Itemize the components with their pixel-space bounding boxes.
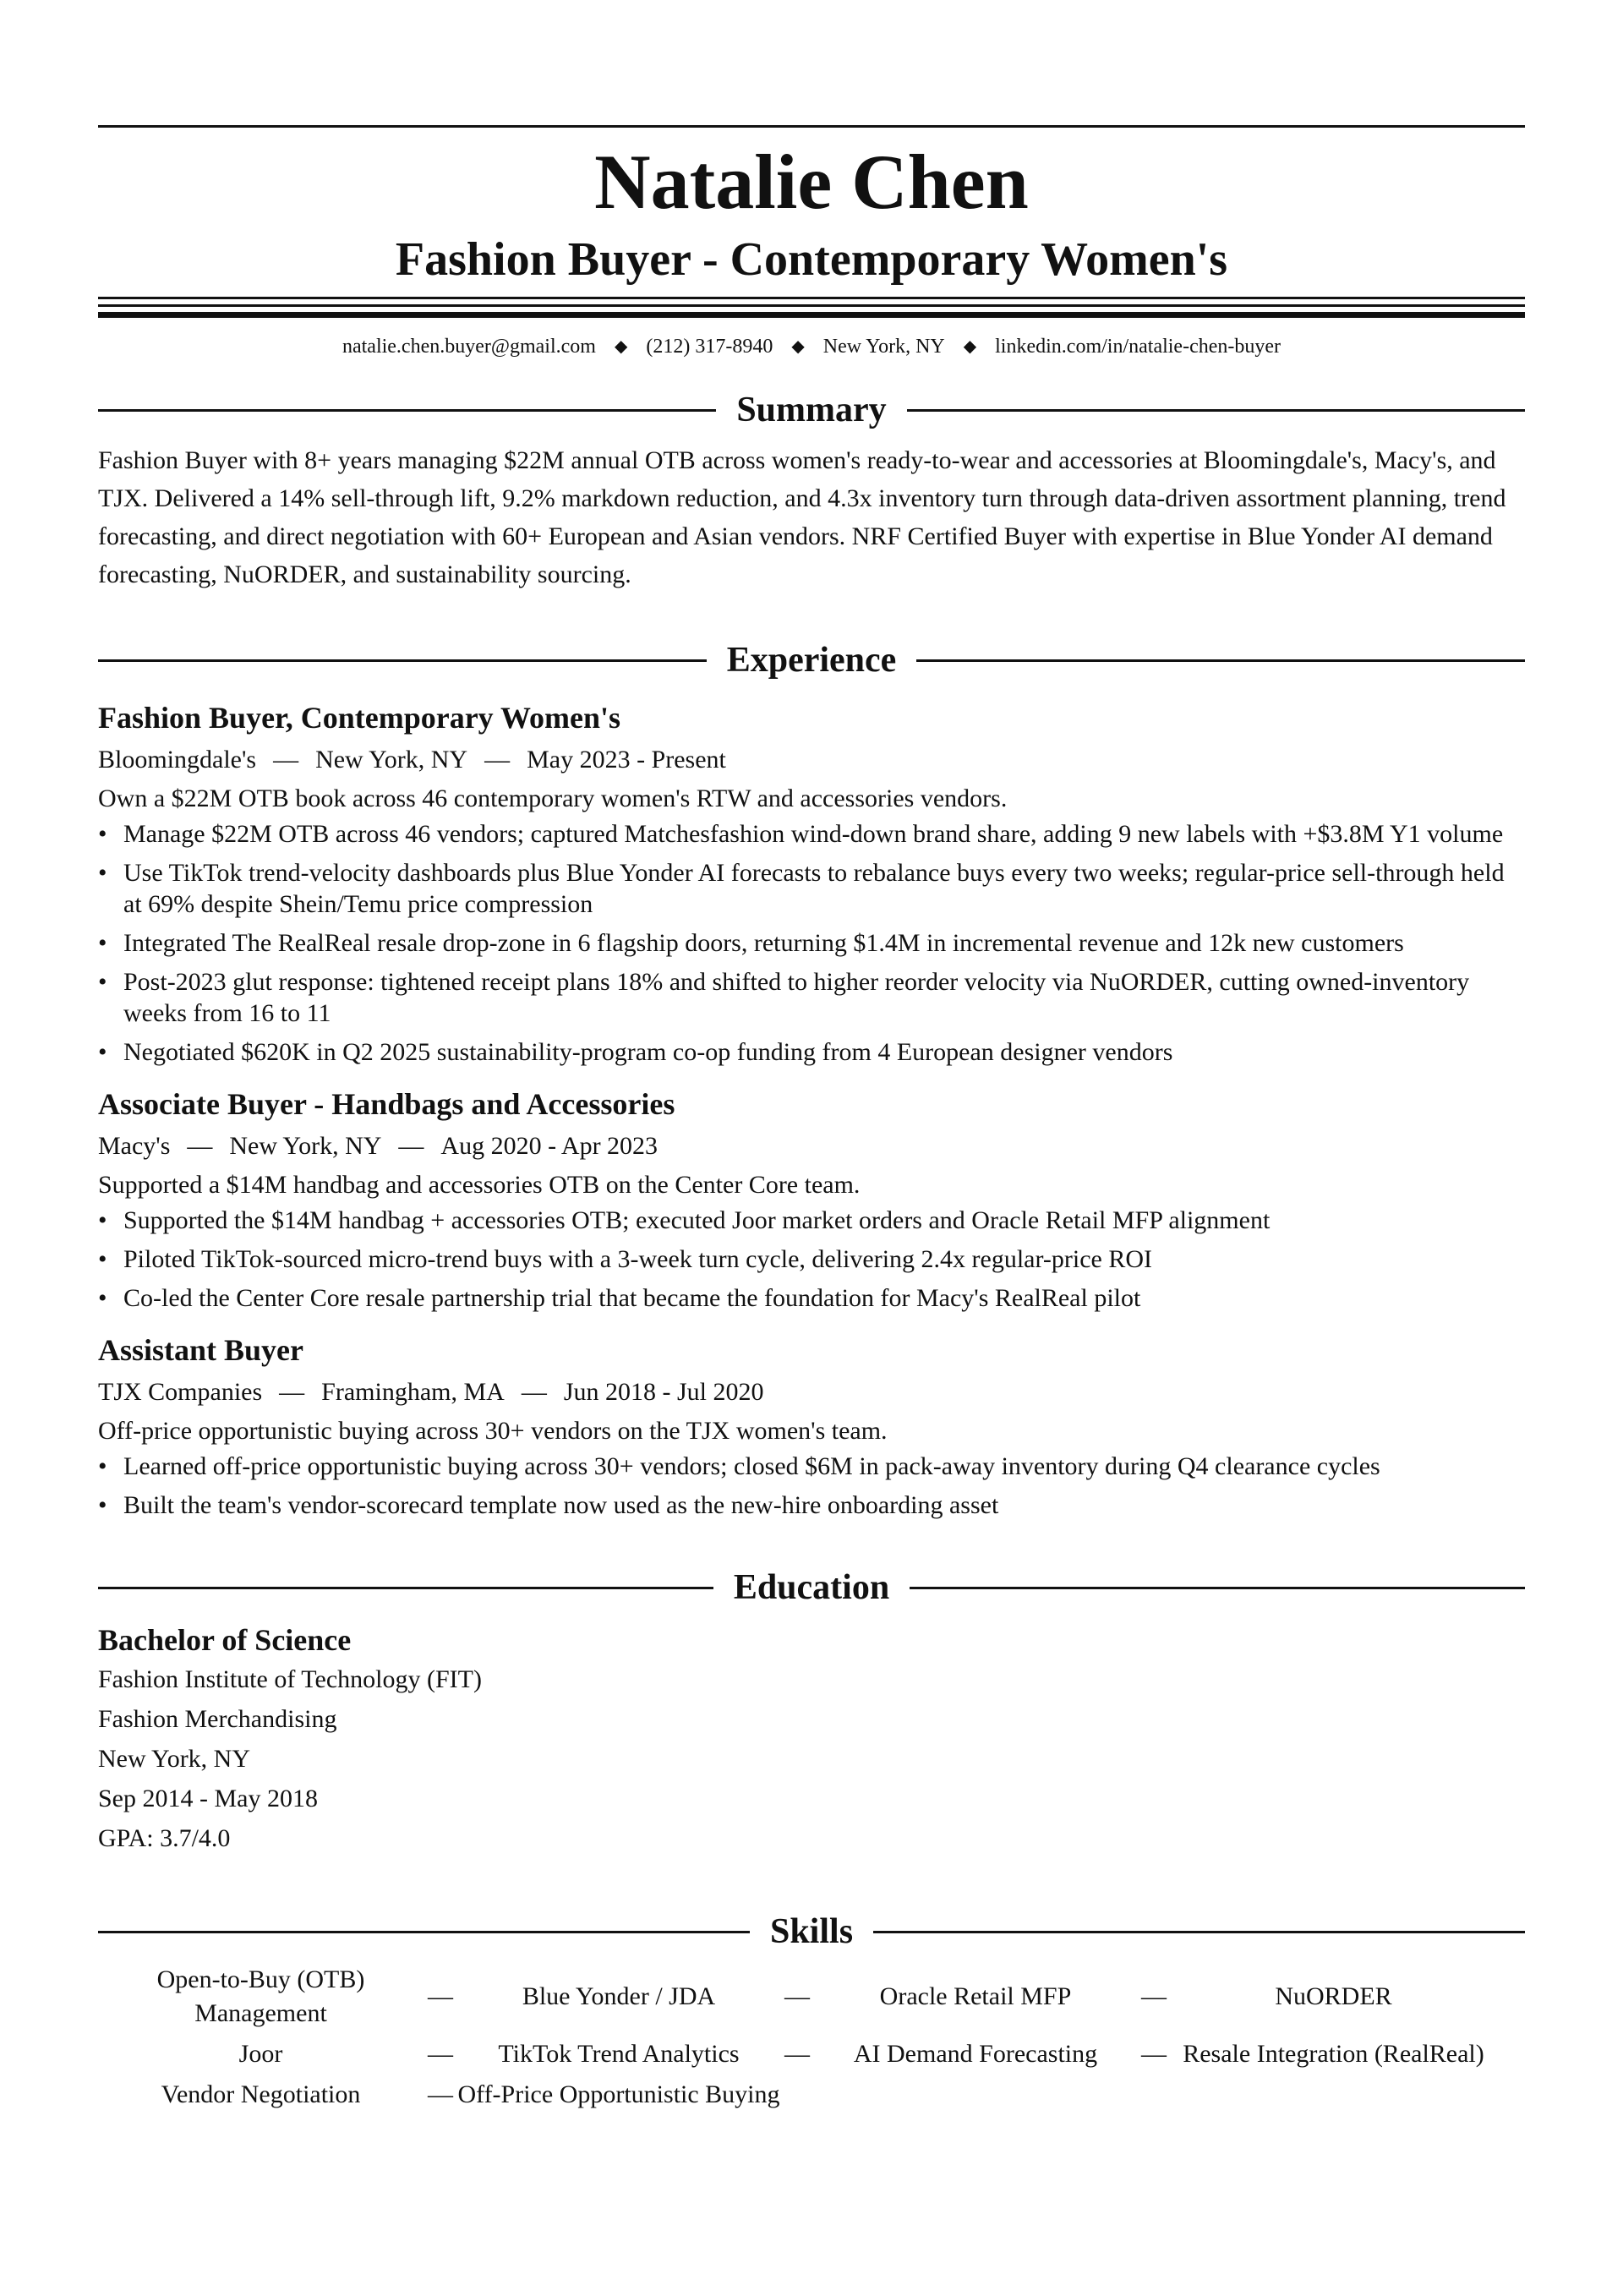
skill-item: Resale Integration (RealReal) (1183, 2040, 1484, 2068)
job-location: New York, NY (229, 1132, 382, 1160)
contact-linkedin[interactable]: linkedin.com/in/natalie-chen-buyer (995, 336, 1281, 358)
divider-line (98, 304, 1525, 307)
list-item (98, 818, 1525, 850)
bullet-icon: • (98, 1284, 107, 1312)
bullet-icon: • (98, 1245, 107, 1273)
job-meta (98, 1373, 1525, 1412)
job-dates: Aug 2020 - Apr 2023 (440, 1132, 658, 1160)
list-item (98, 1490, 1525, 1521)
job-description: Supported a $14M handbag and accessories OTB on the Center Core team. (98, 1171, 861, 1199)
job-company: TJX Companies (98, 1378, 263, 1406)
education-location: New York, NY (98, 1745, 251, 1773)
skill-separator: — (428, 2080, 453, 2108)
bullet-icon: • (98, 820, 107, 848)
job-title: Assistant Buyer (98, 1333, 304, 1367)
job-meta (98, 1127, 1525, 1166)
job-description: Own a $22M OTB book across 46 contemporary women's RTW and accessories vendors. (98, 784, 1008, 812)
bullet-text: Manage $22M OTB across 46 vendors; captured Matchesfashion wind-down brand share, adding 9 new labels with +$3.8M Y1 volume (123, 820, 1504, 848)
skill-separator: — (784, 1982, 810, 2010)
list-item (98, 1036, 1525, 1068)
education-dates: Sep 2014 - May 2018 (98, 1785, 318, 1812)
job-title: Fashion Buyer, Contemporary Women's (98, 701, 621, 735)
education-field: Fashion Merchandising (98, 1705, 337, 1733)
job-title: Associate Buyer - Handbags and Accessories (98, 1087, 675, 1121)
section-rule (98, 409, 716, 412)
list-item (98, 966, 1525, 1029)
job-bullets (98, 1205, 1525, 1314)
skill-item: Open-to-Buy (OTB) Management (156, 1965, 365, 2027)
bullet-icon: • (98, 929, 107, 957)
education-degree: Bachelor of Science (98, 1623, 352, 1657)
meta-separator: — (398, 1132, 424, 1160)
job-entry (98, 1085, 1525, 1314)
education-section-header (98, 1570, 1525, 1605)
skill-separator: — (784, 2040, 810, 2068)
meta-separator: — (273, 746, 299, 774)
divider-line (98, 312, 1525, 318)
bullet-text: Piloted TikTok-sourced micro-trend buys with a 3-week turn cycle, delivering 2.4x regular-price ROI (123, 1245, 1152, 1273)
section-title: Skills (769, 1912, 854, 1951)
section-rule (873, 1931, 1525, 1933)
list-item (98, 1244, 1525, 1275)
diamond-icon: ◆ (614, 337, 628, 356)
bullet-icon: • (98, 1038, 107, 1066)
job-meta (98, 741, 1525, 779)
header-top-rule (98, 125, 1525, 128)
skill-item: Joor (238, 2040, 283, 2068)
section-rule (916, 659, 1525, 662)
education-school: Fashion Institute of Technology (FIT) (98, 1665, 482, 1693)
bullet-icon: • (98, 1491, 107, 1519)
experience-section-header (98, 642, 1525, 678)
skill-separator: — (1141, 1982, 1167, 2010)
list-item (98, 1451, 1525, 1482)
summary-text: Fashion Buyer with 8+ years managing $22M annual OTB across women's ready-to-wear and accessories at Bloomingdale's, Macy's, and TJX. Delivered a 14% sell-through lift, 9.2% markdown reduction, and 4.3x inventory turn through data-driven assortment planning, trend forecasting, and direct negotiation with 60+ European and Asian vendors. NRF Certified Buyer with expertise in Blue Yonder AI demand forecasting, NuORDER, and sustainability sourcing. (98, 446, 1506, 588)
bullet-icon: • (98, 1206, 107, 1234)
bullet-text: Integrated The RealReal resale drop-zone in 6 flagship doors, returning $1.4M in incremental revenue and 12k new customers (123, 929, 1404, 957)
bullet-text: Post-2023 glut response: tightened receipt plans 18% and shifted to higher reorder velocity via NuORDER, cutting owned-inventory weeks from 16 to 11 (123, 968, 1470, 1027)
list-item (98, 1205, 1525, 1236)
job-dates: May 2023 - Present (527, 746, 726, 774)
bullet-text: Use TikTok trend-velocity dashboards plus Blue Yonder AI forecasts to rebalance buys every two weeks; regular-price sell-through held at 69% despite Shein/Temu price compression (123, 859, 1505, 918)
list-item (98, 857, 1525, 920)
job-location: New York, NY (315, 746, 468, 774)
education-gpa: GPA: 3.7/4.0 (98, 1824, 231, 1852)
diamond-icon: ◆ (791, 337, 805, 356)
section-rule (907, 409, 1525, 412)
meta-separator: — (279, 1378, 305, 1406)
section-title: Experience (726, 641, 897, 680)
section-rule (910, 1587, 1525, 1589)
contact-location: New York, NY (822, 336, 945, 358)
job-location: Framingham, MA (321, 1378, 505, 1406)
job-bullets (98, 1451, 1525, 1521)
skill-item: Oracle Retail MFP (879, 1982, 1072, 2010)
skill-separator: — (428, 2040, 453, 2068)
skill-item: TikTok Trend Analytics (498, 2040, 740, 2068)
skill-item: NuORDER (1275, 1982, 1392, 2010)
job-description: Off-price opportunistic buying across 30+ vendors on the TJX women's team. (98, 1417, 888, 1445)
bullet-icon: • (98, 859, 107, 887)
contact-info (98, 336, 1525, 357)
skill-separator: — (428, 1982, 453, 2010)
contact-phone[interactable]: (212) 317-8940 (646, 336, 773, 358)
meta-separator: — (484, 746, 511, 774)
bullet-text: Negotiated $620K in Q2 2025 sustainability-program co-op funding from 4 European designer vendors (123, 1038, 1173, 1066)
list-item (98, 927, 1525, 959)
section-title: Summary (736, 391, 887, 429)
job-entry (98, 698, 1525, 1068)
bullet-icon: • (98, 968, 107, 996)
skill-item: Off-Price Opportunistic Buying (457, 2080, 780, 2108)
header-divider (98, 297, 1525, 318)
list-item (98, 1282, 1525, 1314)
job-company: Macy's (98, 1132, 171, 1160)
summary-section-header (98, 392, 1525, 428)
section-title: Education (733, 1568, 890, 1607)
section-rule (98, 1587, 713, 1589)
job-dates: Jun 2018 - Jul 2020 (563, 1378, 764, 1406)
job-company: Bloomingdale's (98, 746, 257, 774)
skills-section-header (98, 1914, 1525, 1949)
job-bullets (98, 818, 1525, 1068)
bullet-icon: • (98, 1452, 107, 1480)
diamond-icon: ◆ (963, 337, 977, 356)
bullet-text: Co-led the Center Core resale partnership trial that became the foundation for Macy's RealReal pilot (123, 1284, 1141, 1312)
contact-email[interactable]: natalie.chen.buyer@gmail.com (342, 336, 596, 358)
bullet-text: Built the team's vendor-scorecard template now used as the new-hire onboarding asset (123, 1491, 999, 1519)
candidate-headline: Fashion Buyer - Contemporary Women's (395, 233, 1228, 286)
skill-item: AI Demand Forecasting (853, 2040, 1098, 2068)
meta-separator: — (187, 1132, 213, 1160)
section-rule (98, 659, 707, 662)
candidate-name: Natalie Chen (594, 139, 1029, 225)
section-rule (98, 1931, 750, 1933)
divider-line (98, 297, 1525, 299)
skill-item: Vendor Negotiation (161, 2080, 361, 2108)
bullet-text: Learned off-price opportunistic buying across 30+ vendors; closed $6M in pack-away inventory during Q4 clearance cycles (123, 1452, 1380, 1480)
skills-grid (98, 1963, 1525, 2112)
job-entry (98, 1331, 1525, 1521)
meta-separator: — (521, 1378, 547, 1406)
bullet-text: Supported the $14M handbag + accessories OTB; executed Joor market orders and Oracle Retail MFP alignment (123, 1206, 1271, 1234)
skill-separator: — (1141, 2040, 1167, 2068)
skill-item: Blue Yonder / JDA (522, 1982, 716, 2010)
